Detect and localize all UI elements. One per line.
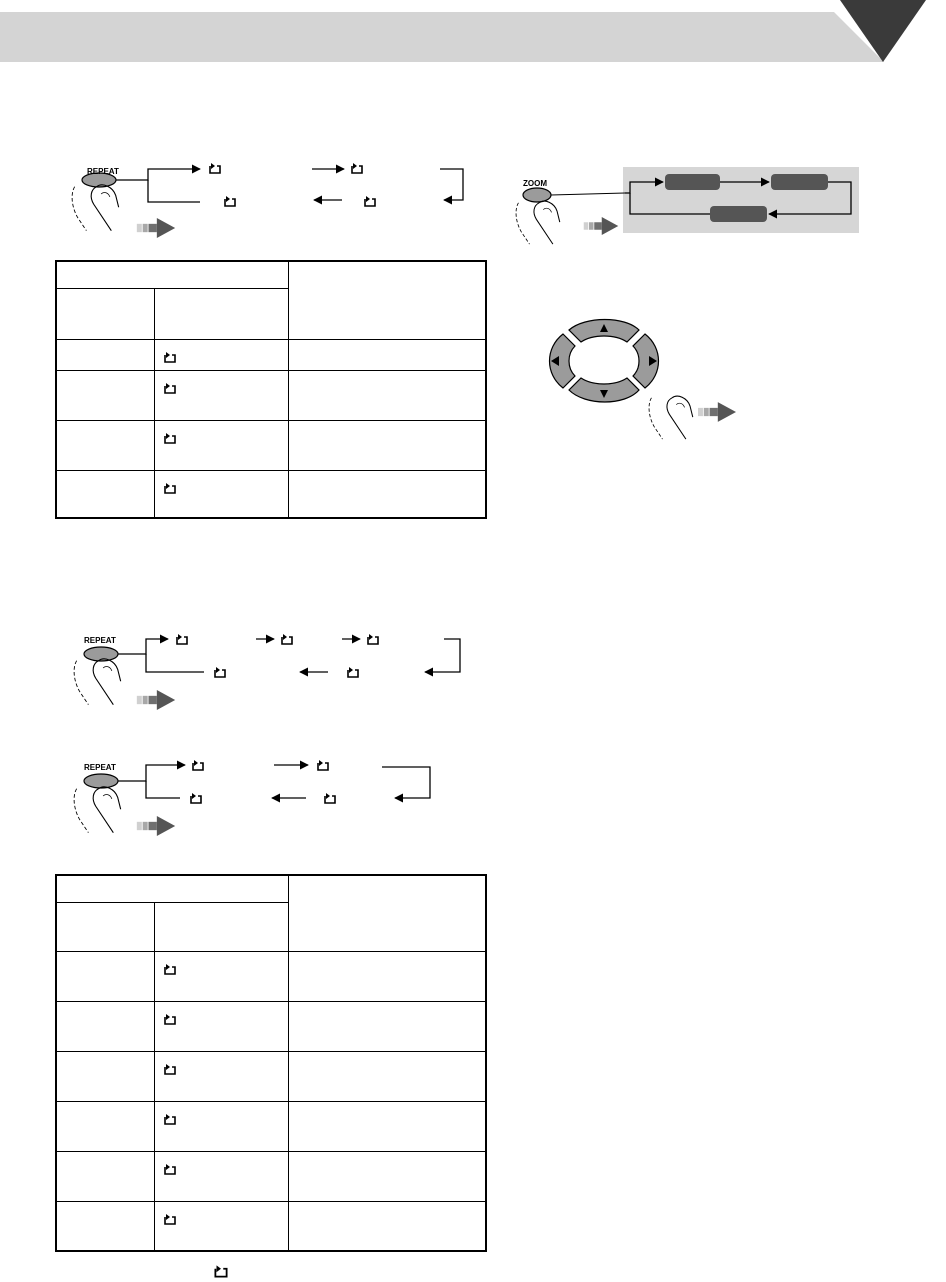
zoom-button-shape — [523, 188, 551, 202]
repeat-icon — [225, 196, 235, 206]
repeat-icon — [210, 163, 220, 173]
zoom-box-3 — [710, 206, 767, 222]
header-triangle — [822, 0, 946, 66]
table-row — [56, 1151, 486, 1201]
repeat-icon — [165, 483, 175, 493]
press-arrow-icon — [137, 218, 175, 238]
table-header-cell — [155, 902, 289, 951]
zoom-box-2 — [771, 174, 828, 190]
table-row — [56, 1051, 486, 1101]
cursor-pad — [535, 314, 745, 444]
repeat-icon — [348, 667, 358, 677]
press-arrow-icon — [698, 402, 736, 422]
press-arrow-icon — [584, 217, 619, 235]
repeat-cycle-3 — [60, 752, 480, 842]
repeat-icon — [177, 634, 187, 644]
repeat-icon — [368, 634, 378, 644]
repeat-button-label[interactable]: REPEAT — [87, 167, 119, 176]
repeat-icon — [165, 964, 175, 974]
table-row — [56, 420, 486, 470]
press-arrow-icon — [137, 816, 175, 836]
press-arrow-icon — [137, 690, 175, 710]
zoom-cycle — [515, 165, 865, 255]
table-row — [56, 1001, 486, 1051]
table-row — [56, 951, 486, 1001]
finger-press-icon — [649, 396, 693, 439]
zoom-box-1 — [665, 174, 720, 190]
zoom-button-label[interactable]: ZOOM — [523, 179, 547, 188]
repeat-icon — [165, 1014, 175, 1024]
table-header-cell — [56, 902, 155, 951]
repeat-icon — [325, 793, 335, 803]
table-header-cell — [56, 261, 288, 288]
repeat-icon — [215, 667, 225, 677]
repeat-icon — [165, 433, 175, 443]
table-header-cell — [56, 288, 155, 339]
footnote-repeat — [208, 1262, 234, 1280]
repeat-icon — [352, 163, 362, 173]
finger-press-icon — [74, 787, 121, 833]
repeat-icon — [193, 760, 203, 770]
table-row — [56, 370, 486, 420]
repeat-icon — [165, 1164, 175, 1174]
repeat-table-2 — [55, 874, 487, 1252]
table-header-cell — [288, 261, 486, 339]
table-row — [56, 1101, 486, 1151]
table-header-cell — [288, 875, 486, 951]
table-row — [56, 1201, 486, 1251]
finger-press-icon — [516, 201, 560, 244]
repeat-icon — [365, 196, 375, 206]
table-row — [56, 470, 486, 518]
repeat-icon — [165, 352, 175, 362]
finger-press-icon — [72, 185, 119, 231]
repeat-icon — [282, 634, 292, 644]
repeat-icon — [165, 383, 175, 393]
table-row — [56, 339, 486, 370]
finger-press-icon — [74, 659, 121, 705]
repeat-cycle-1 — [60, 150, 480, 240]
repeat-table-1 — [55, 260, 487, 519]
header-bar — [0, 12, 946, 62]
repeat-cycle-2 — [60, 622, 480, 712]
repeat-button-label[interactable]: REPEAT — [84, 763, 116, 772]
repeat-icon — [318, 760, 328, 770]
repeat-icon — [165, 1114, 175, 1124]
repeat-button-label[interactable]: REPEAT — [84, 636, 116, 645]
repeat-icon — [165, 1064, 175, 1074]
repeat-icon — [191, 793, 201, 803]
repeat-icon — [165, 1214, 175, 1224]
repeat-icon — [215, 1265, 226, 1276]
table-header-cell — [155, 288, 289, 339]
table-header-cell — [56, 875, 288, 902]
